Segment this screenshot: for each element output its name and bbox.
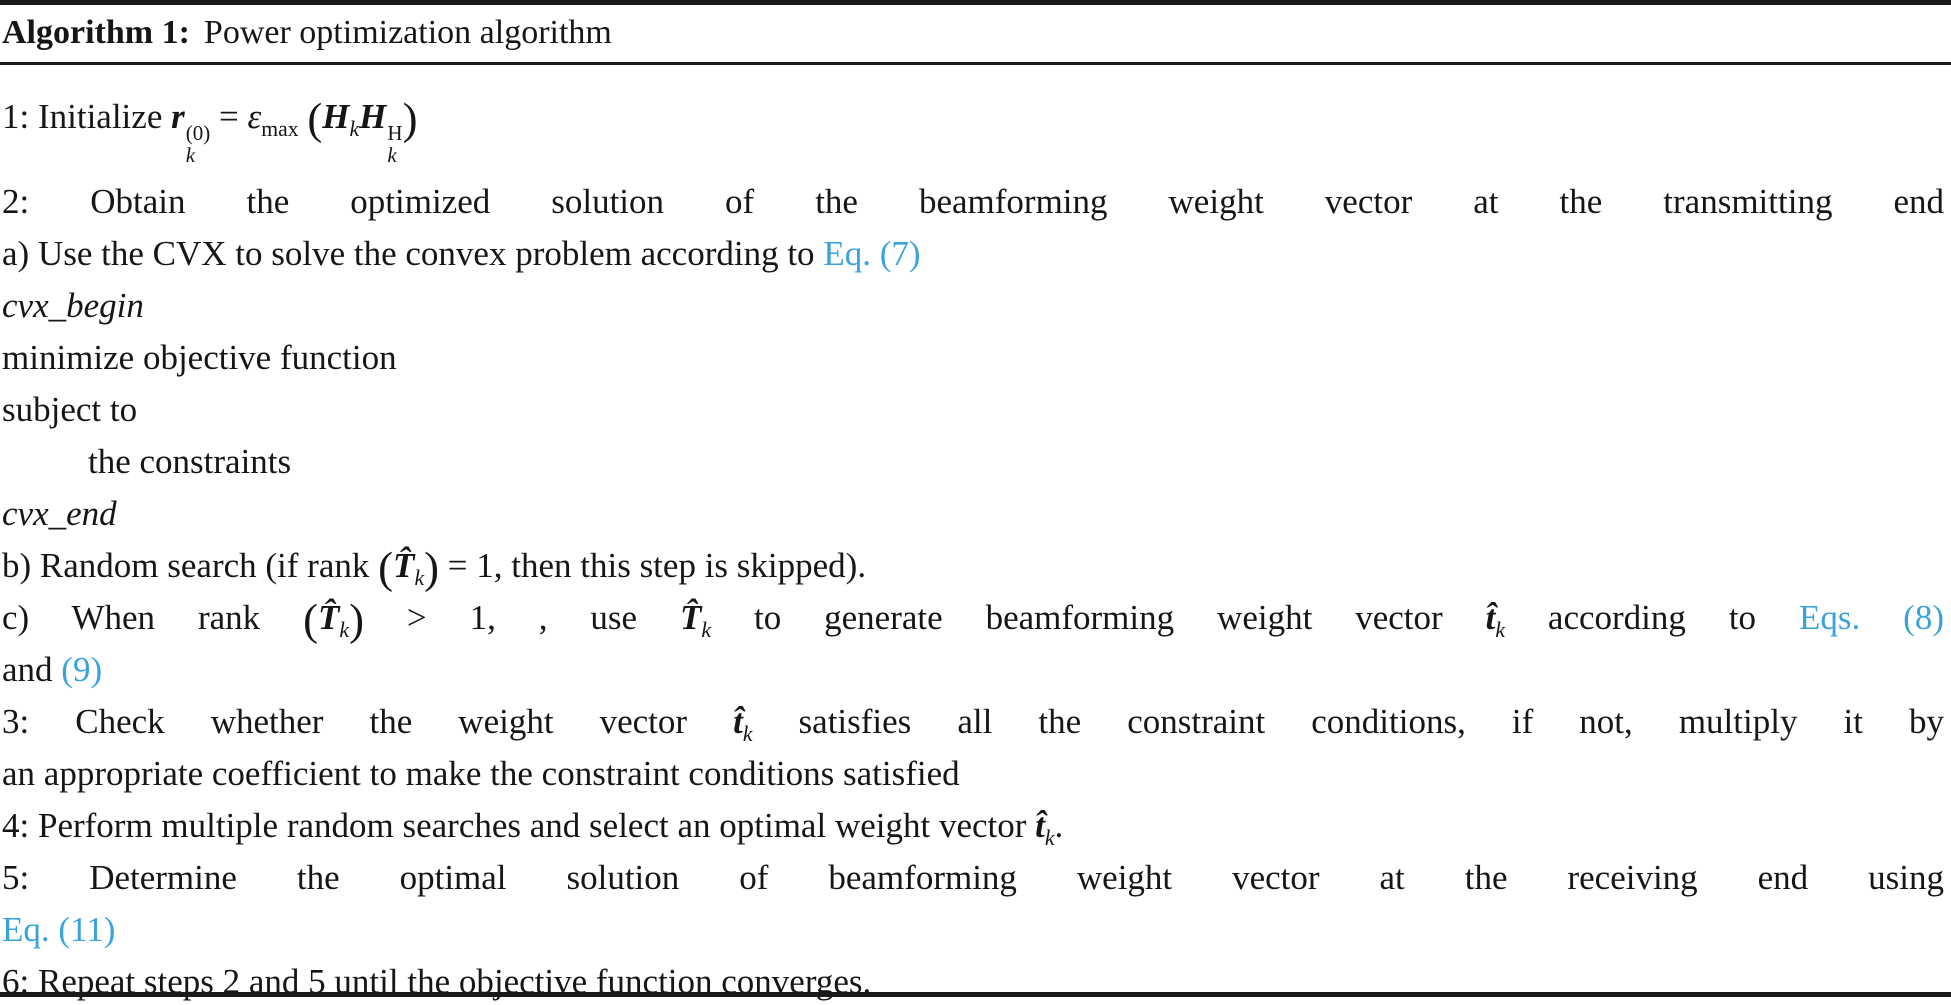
text-segment: $T̂_k$ bbox=[393, 546, 425, 591]
text-segment: 6: Repeat steps 2 and 5 until the objective function converges. bbox=[2, 962, 872, 1002]
text-segment: ) bbox=[349, 594, 364, 645]
equation-link[interactable]: (9) bbox=[61, 650, 103, 690]
cvx-end bbox=[2, 488, 1944, 540]
step-2b bbox=[2, 540, 1944, 592]
minimize-line bbox=[2, 332, 1944, 384]
step-2c bbox=[2, 592, 1944, 644]
text-segment: 3: Check whether the weight vector bbox=[2, 702, 734, 742]
text-segment: = bbox=[210, 97, 248, 136]
step-3-line-2 bbox=[2, 748, 1944, 800]
text-segment: $t̂_k$ bbox=[1485, 598, 1505, 643]
constraints-line bbox=[2, 436, 1944, 488]
text-segment: cvx_begin bbox=[2, 286, 144, 326]
text-segment: ( bbox=[378, 542, 394, 593]
text-segment: to generate beamforming weight vector bbox=[711, 598, 1486, 638]
step-4 bbox=[2, 800, 1944, 852]
text-segment: ) bbox=[424, 542, 439, 593]
step-2c-continuation bbox=[2, 644, 1944, 696]
text-segment: $H_k$ bbox=[322, 97, 360, 141]
text-segment: = 1, then this step is skipped). bbox=[439, 546, 867, 586]
text-segment: $t̂_k$ bbox=[733, 702, 753, 747]
text-segment: 5: Determine the optimal solution of beamforming weight vector at the receiving end using bbox=[2, 858, 1944, 898]
text-segment: the constraints bbox=[88, 442, 292, 482]
sup-sub-stack: H k bbox=[387, 121, 403, 168]
text-segment: $T̂_k$ bbox=[318, 598, 350, 643]
text-segment: r (0) k bbox=[171, 97, 211, 168]
algorithm-title-bar bbox=[0, 0, 1951, 65]
text-segment: ) bbox=[402, 93, 418, 144]
text-segment: 4: Perform multiple random searches and select an optimal weight vector bbox=[2, 806, 1036, 846]
text-segment: 1: Initialize bbox=[2, 97, 172, 136]
step-6 bbox=[2, 956, 1944, 1005]
equation-link[interactable]: Eqs. (8) bbox=[1799, 598, 1944, 638]
text-segment: satisfies all the constraint conditions, if not, multiply it by bbox=[752, 702, 1944, 742]
text-segment: a) Use the CVX to solve the convex problem according to bbox=[2, 234, 824, 274]
equation-link[interactable]: Eq. (11) bbox=[2, 910, 116, 950]
text-segment: according to bbox=[1505, 598, 1799, 638]
step-2 bbox=[2, 176, 1944, 228]
algorithm-name: Power optimization algorithm bbox=[203, 14, 612, 51]
text-segment: H H k bbox=[359, 97, 403, 168]
text-segment: 2: Obtain the optimized solution of the beamforming weight vector at the transmitting end bbox=[2, 182, 1944, 222]
equation-link[interactable]: Eq. (7) bbox=[823, 234, 921, 274]
step-2a bbox=[2, 228, 1944, 280]
algorithm-label: Algorithm 1: bbox=[2, 14, 190, 51]
step-1 bbox=[2, 77, 1944, 176]
text-segment: . bbox=[1054, 806, 1064, 846]
algorithm-body bbox=[0, 65, 1951, 1005]
text-segment: $T̂_k$ bbox=[680, 598, 712, 643]
text-segment: $t̂_k$ bbox=[1035, 806, 1055, 851]
step-5-continuation bbox=[2, 904, 1944, 956]
step-3-line-1 bbox=[2, 696, 1944, 748]
cvx-begin bbox=[2, 280, 1944, 332]
text-segment: > 1, , use bbox=[363, 598, 681, 638]
text-segment: minimize objective function bbox=[2, 338, 397, 378]
text-segment: c) When rank bbox=[2, 598, 304, 638]
step-5-line-1 bbox=[2, 852, 1944, 904]
text-segment: ( bbox=[307, 93, 323, 144]
subject-to-line bbox=[2, 384, 1944, 436]
text-segment: $\varepsilon_{max}$ bbox=[247, 97, 299, 141]
text-segment: cvx_end bbox=[2, 494, 117, 534]
text-segment: and bbox=[2, 650, 62, 690]
text-segment: b) Random search (if rank bbox=[2, 546, 379, 586]
text-segment: subject to bbox=[2, 390, 138, 430]
bottom-rule bbox=[0, 992, 1951, 997]
text-segment: an appropriate coefficient to make the constraint conditions satisfied bbox=[2, 754, 960, 794]
text-segment: ( bbox=[303, 594, 319, 645]
sup-sub-stack: (0) k bbox=[185, 121, 211, 168]
